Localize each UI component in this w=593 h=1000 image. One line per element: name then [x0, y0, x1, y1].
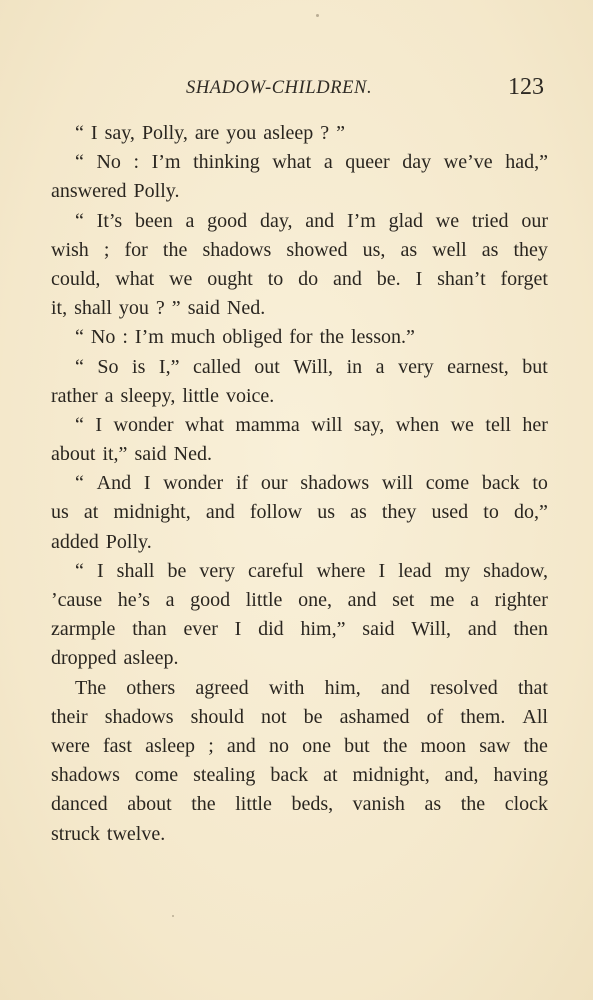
- word: did: [258, 618, 284, 641]
- word: her: [522, 413, 548, 436]
- text-line: [51, 119, 548, 148]
- word: to: [532, 472, 548, 495]
- text-line: [51, 353, 548, 382]
- word: dropped: [51, 647, 117, 670]
- word: the: [319, 326, 344, 349]
- word: Polly,: [141, 122, 188, 144]
- word: I: [378, 559, 386, 582]
- text-line: [51, 732, 548, 761]
- text-line: [51, 644, 548, 673]
- word: resolved: [429, 676, 498, 699]
- word: obliged: [222, 326, 283, 349]
- word: do,”: [513, 501, 548, 524]
- word: said: [187, 297, 220, 320]
- text-line: [51, 382, 548, 411]
- page-header: [0, 74, 593, 104]
- word: saw: [479, 734, 511, 757]
- word: will: [311, 413, 343, 436]
- word: forget: [500, 267, 548, 290]
- text-line: [51, 440, 548, 469]
- word: fast: [103, 734, 132, 757]
- word: answered: [51, 180, 127, 203]
- word: So: [97, 355, 119, 378]
- word: the: [523, 734, 548, 757]
- word: our: [521, 209, 548, 232]
- word: and: [347, 589, 377, 611]
- word: “: [75, 559, 84, 582]
- word: one: [302, 734, 332, 757]
- word: me: [429, 589, 455, 611]
- word: a: [185, 209, 195, 232]
- word: no: [268, 734, 289, 757]
- word: if: [235, 472, 249, 495]
- word: a: [165, 589, 175, 611]
- word: “: [75, 122, 84, 144]
- word: than: [132, 618, 167, 641]
- word: back: [270, 764, 309, 787]
- word: voice.: [226, 384, 275, 407]
- word: The: [75, 676, 107, 699]
- paragraph: [51, 674, 548, 849]
- word: good: [190, 589, 231, 611]
- word: for: [289, 326, 313, 349]
- word: they: [513, 238, 548, 261]
- word: he’s: [117, 589, 150, 611]
- word: good: [207, 209, 248, 232]
- word: say,: [104, 122, 135, 144]
- word: ;: [103, 238, 110, 261]
- paragraph: [51, 353, 548, 411]
- word: I: [95, 413, 103, 436]
- word: a: [104, 384, 114, 407]
- word: be: [303, 705, 323, 728]
- word: lead: [398, 559, 432, 582]
- word: had,”: [505, 151, 548, 174]
- word: Polly.: [133, 180, 180, 203]
- word: should: [190, 705, 244, 728]
- word: and: [467, 618, 497, 641]
- text-line: [51, 177, 548, 206]
- word: with: [268, 676, 305, 699]
- word: others: [126, 676, 176, 699]
- word: shall: [116, 559, 155, 582]
- word: as: [400, 238, 418, 261]
- word: you: [226, 122, 257, 144]
- word: shall: [74, 297, 112, 320]
- word: “: [75, 355, 84, 378]
- text-line: [51, 528, 548, 557]
- word: rather: [51, 384, 98, 407]
- word: careful: [248, 559, 304, 582]
- paragraph: [51, 323, 548, 352]
- word: to: [483, 501, 499, 524]
- word: queer: [345, 151, 390, 174]
- paragraph: [51, 411, 548, 469]
- word: at: [323, 764, 338, 787]
- word: Will,: [293, 355, 334, 378]
- word: midnight,: [113, 501, 191, 524]
- text-line: [51, 761, 548, 790]
- word: day,: [259, 209, 293, 232]
- word: say,: [353, 413, 385, 436]
- word: could,: [51, 267, 101, 290]
- text-line: [51, 294, 548, 323]
- word: ought: [207, 267, 253, 290]
- word: ever: [183, 618, 218, 641]
- paragraph: [51, 119, 548, 148]
- text-line: [51, 703, 548, 732]
- text-line: [51, 498, 548, 527]
- word: come: [425, 472, 470, 495]
- word: ”: [336, 122, 346, 144]
- word: what: [185, 413, 224, 436]
- word: what: [115, 267, 155, 290]
- word: and: [380, 676, 410, 699]
- paragraph: [51, 469, 548, 557]
- text-line: [51, 148, 548, 177]
- text-line: [51, 790, 548, 819]
- word: I: [90, 122, 98, 144]
- word: we: [169, 267, 193, 290]
- word: vanish: [352, 793, 405, 816]
- word: our: [260, 472, 288, 495]
- word: about: [127, 793, 172, 816]
- word: not: [261, 705, 287, 728]
- word: the: [191, 793, 216, 816]
- word: it,”: [102, 443, 128, 466]
- paragraph: [51, 207, 548, 324]
- word: wonder: [163, 472, 224, 495]
- word: “: [75, 151, 84, 174]
- word: you: [118, 297, 149, 320]
- word: and,: [444, 764, 479, 787]
- word: and: [226, 734, 256, 757]
- word: No: [90, 326, 116, 349]
- running-head: SHADOW-CHILDREN.: [186, 78, 373, 98]
- text-line: [51, 323, 548, 352]
- word: called: [192, 355, 241, 378]
- word: out: [254, 355, 280, 378]
- word: tell: [485, 413, 511, 436]
- word: ashamed: [339, 705, 410, 728]
- word: is: [132, 355, 146, 378]
- word: shadows: [104, 705, 174, 728]
- word: I,”: [158, 355, 180, 378]
- word: said: [362, 618, 395, 641]
- word: where: [316, 559, 366, 582]
- word: ’cause: [51, 589, 103, 611]
- word: set: [392, 589, 415, 611]
- word: a: [323, 151, 333, 174]
- word: of: [426, 705, 444, 728]
- text-line: [51, 586, 548, 615]
- word: wonder: [113, 413, 174, 436]
- word: mamma: [235, 413, 300, 436]
- word: moon: [420, 734, 467, 757]
- word: back: [481, 472, 520, 495]
- word: earnest,: [447, 355, 509, 378]
- word: beds,: [291, 793, 334, 816]
- text-line: [51, 615, 548, 644]
- word: asleep: [145, 734, 196, 757]
- word: ”: [171, 297, 181, 320]
- word: I’m: [151, 151, 181, 174]
- word: said: [134, 443, 167, 466]
- word: are: [194, 122, 220, 144]
- word: It’s: [96, 209, 123, 232]
- word: midnight,: [352, 764, 430, 787]
- word: ?: [155, 297, 165, 320]
- page-number: 123: [508, 74, 544, 100]
- word: we: [435, 209, 460, 232]
- word: clock: [504, 793, 548, 816]
- word: And: [96, 472, 132, 495]
- word: at: [83, 501, 99, 524]
- word: been: [134, 209, 173, 232]
- word: will: [381, 472, 414, 495]
- text-line: [51, 411, 548, 440]
- word: us: [317, 501, 335, 524]
- word: as: [350, 501, 367, 524]
- word: and: [305, 209, 335, 232]
- word: about: [51, 443, 96, 466]
- word: I: [96, 559, 104, 582]
- word: little: [235, 793, 272, 816]
- word: come: [134, 764, 179, 787]
- word: for: [124, 238, 148, 261]
- word: tried: [471, 209, 509, 232]
- word: him,”: [300, 618, 346, 641]
- word: as: [481, 238, 499, 261]
- word: “: [75, 209, 84, 232]
- word: one,: [298, 589, 332, 611]
- word: ;: [208, 734, 214, 757]
- word: much: [170, 326, 216, 349]
- word: be.: [376, 267, 401, 290]
- word: were: [51, 734, 90, 757]
- word: added: [51, 530, 99, 553]
- word: wish: [51, 238, 89, 261]
- word: a: [375, 355, 385, 378]
- word: we: [450, 413, 474, 436]
- word: stealing: [193, 764, 256, 787]
- text-line: [51, 207, 548, 236]
- word: agreed: [195, 676, 249, 699]
- word: but: [522, 355, 548, 378]
- word: very: [398, 355, 434, 378]
- word: used: [431, 501, 469, 524]
- word: I’m: [346, 209, 376, 232]
- paragraph: [51, 557, 548, 674]
- text-line: [51, 236, 548, 265]
- word: danced: [51, 793, 108, 816]
- word: shadows: [300, 472, 370, 495]
- word: twelve.: [106, 822, 166, 845]
- word: the: [162, 238, 188, 261]
- word: us,: [362, 238, 386, 261]
- word: what: [272, 151, 312, 174]
- word: us: [51, 501, 69, 524]
- word: the: [382, 734, 408, 757]
- word: shadow,: [483, 559, 548, 582]
- word: “: [75, 472, 84, 495]
- word: Ned.: [226, 297, 266, 320]
- word: my: [444, 559, 471, 582]
- word: :: [133, 151, 140, 174]
- text-line: [51, 674, 548, 703]
- word: in: [346, 355, 363, 378]
- word: little: [245, 589, 283, 611]
- paper-speck: [316, 14, 319, 17]
- text-line: [51, 469, 548, 498]
- word: they: [381, 501, 417, 524]
- word: Will,: [411, 618, 452, 641]
- word: and: [205, 501, 235, 524]
- word: I: [143, 472, 151, 495]
- word: asleep: [263, 122, 314, 144]
- word: shadows: [202, 238, 272, 261]
- text-line: [51, 820, 548, 849]
- word: it,: [51, 297, 68, 320]
- word: glad: [388, 209, 424, 232]
- word: No: [96, 151, 121, 174]
- word: to: [267, 267, 284, 290]
- word: Ned.: [173, 443, 212, 466]
- word: “: [75, 326, 84, 349]
- word: righter: [494, 589, 548, 611]
- word: ?: [320, 122, 330, 144]
- body-text: [51, 119, 548, 849]
- word: having: [493, 764, 548, 787]
- word: lesson.”: [351, 326, 415, 349]
- word: day: [402, 151, 432, 174]
- word: but: [344, 734, 370, 757]
- word: All: [522, 705, 548, 728]
- word: little: [182, 384, 219, 407]
- word: do: [298, 267, 319, 290]
- word: shadows: [51, 764, 120, 787]
- word: then: [513, 618, 548, 641]
- word: well: [432, 238, 467, 261]
- text-line: [51, 557, 548, 586]
- word: a: [470, 589, 479, 611]
- word: asleep.: [123, 647, 179, 670]
- word: showed: [286, 238, 348, 261]
- text-line: [51, 265, 548, 294]
- word: very: [199, 559, 235, 582]
- word: I’m: [134, 326, 164, 349]
- word: I: [415, 267, 423, 290]
- word: be: [167, 559, 187, 582]
- word: follow: [249, 501, 303, 524]
- word: zarmple: [51, 618, 116, 641]
- word: that: [517, 676, 548, 699]
- word: them.: [460, 705, 506, 728]
- word: when: [395, 413, 440, 436]
- paper-speck: [172, 915, 174, 917]
- word: I: [234, 618, 242, 641]
- paragraph: [51, 148, 548, 206]
- word: “: [75, 413, 84, 436]
- word: thinking: [193, 151, 260, 174]
- word: struck: [51, 822, 100, 845]
- word: their: [51, 705, 88, 728]
- word: :: [122, 326, 128, 349]
- word: sleepy,: [120, 384, 176, 407]
- word: we’ve: [443, 151, 493, 174]
- word: the: [460, 793, 486, 816]
- word: shan’t: [437, 267, 486, 290]
- word: and: [333, 267, 362, 290]
- word: as: [424, 793, 442, 816]
- word: Polly.: [105, 530, 152, 553]
- word: him,: [324, 676, 361, 699]
